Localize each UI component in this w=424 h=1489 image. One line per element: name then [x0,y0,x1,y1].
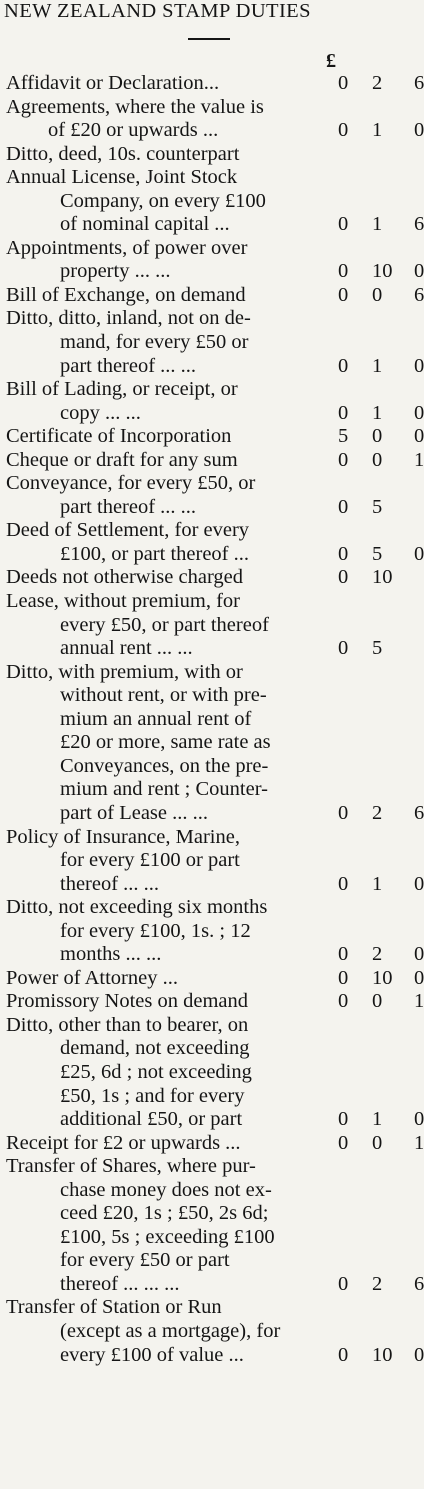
entry-text: copy ... ... [60,401,141,424]
entry-text: additional £50, or part [60,1108,243,1131]
entry-text: £50, 1s ; and for every [60,1084,245,1107]
amount-shillings: 2 [372,1272,383,1295]
entry-text: part of Lease ... ... [60,801,208,824]
entry-text: Ditto, deed, 10s. counterpart [6,142,240,165]
entry-text: every £100 of value ... [60,1343,244,1366]
entry-line [0,1344,424,1368]
entry-text: £100, 5s ; exceeding £100 [60,1225,275,1248]
entry-line [0,755,424,779]
entry-text: for every £100, 1s. ; 12 [60,919,251,942]
entry-line [0,967,424,991]
amount-shillings: 0 [372,448,383,471]
entry-text: property ... ... [60,260,171,283]
amount-pounds: 0 [338,1343,349,1366]
entry-line [0,1132,424,1156]
duty-entry [0,378,424,425]
amount-shillings: 0 [372,990,383,1013]
page-title: NEW ZEALAND STAMP DUTIES [4,0,311,22]
entry-text: for every £50 or part [60,1249,230,1272]
amount-shillings: 1 [372,401,383,424]
entry-line [0,1202,424,1226]
amount-pence: 0 [414,1108,424,1131]
amount-pounds: 0 [338,801,349,824]
amount-pounds: 5 [338,425,349,448]
entry-text: (except as a mortgage), for [60,1319,281,1342]
amount-pence: 0 [414,943,424,966]
duty-entry [0,826,424,897]
entry-line [0,661,424,685]
amount-pence: 1 [414,448,424,471]
amount-shillings: 1 [372,1108,383,1131]
entry-text: mium and rent ; Counter- [60,778,268,801]
entry-line [0,708,424,732]
entry-line [0,778,424,802]
entry-text: Company, on every £100 [60,189,266,212]
entry-text: mand, for every £50 or [60,331,249,354]
entry-line [0,260,424,284]
duty-entry [0,307,424,378]
stamp-duties-list [0,72,424,1367]
duty-entry [0,284,424,308]
amount-pounds: 0 [338,943,349,966]
entry-line [0,802,424,826]
entry-text: Certificate of Incorporation [6,425,232,448]
entry-line [0,119,424,143]
entry-line [0,143,424,167]
amount-pence: 1 [414,1131,424,1154]
entry-line [0,449,424,473]
entry-line [0,920,424,944]
entry-text: without rent, or with pre- [60,684,267,707]
entry-line [0,284,424,308]
amount-pence: 0 [414,966,424,989]
amount-shillings: 1 [372,872,383,895]
amount-pence: 0 [414,119,424,142]
entry-text: thereof ... ... [60,872,160,895]
entry-text: Deeds not otherwise charged [6,566,244,589]
entry-text: demand, not exceeding [60,1037,250,1060]
entry-line [0,1249,424,1273]
entry-text: of £20 or upwards ... [48,119,219,142]
amount-pence: 0 [414,872,424,895]
entry-text: Conveyance, for every £50, or [6,472,256,495]
duty-entry [0,661,424,826]
entry-line [0,213,424,237]
entry-text: Ditto, ditto, inland, not on de- [6,307,251,330]
entry-text: mium an annual rent of [60,707,252,730]
duty-entry [0,449,424,473]
entry-text: £25, 6d ; not exceeding [60,1060,252,1083]
entry-line [0,190,424,214]
entry-line [0,425,424,449]
entry-text: Ditto, with premium, with or [6,660,243,683]
entry-text: Ditto, not exceeding six months [6,896,268,919]
duty-entry [0,896,424,967]
entry-line [0,1296,424,1320]
entry-text: £100, or part thereof ... [60,542,249,565]
amount-pence: 1 [414,990,424,1013]
entry-text: for every £100 or part [60,849,240,872]
amount-shillings: 0 [372,283,383,306]
amount-shillings: 1 [372,354,383,377]
duty-entry [0,237,424,284]
amount-shillings: 2 [372,943,383,966]
entry-line [0,990,424,1014]
entry-text: Appointments, of power over [6,236,248,259]
entry-line [0,355,424,379]
entry-line [0,237,424,261]
entry-text: part thereof ... ... [60,495,197,518]
entry-text: of nominal capital ... [60,213,230,236]
entry-text: Receipt for £2 or upwards ... [6,1131,241,1154]
entry-text: Policy of Insurance, Marine, [6,825,240,848]
amount-pence: 6 [414,213,424,236]
entry-text: thereof ... ... ... [60,1272,180,1295]
duty-entry [0,166,424,237]
entry-text: Bill of Exchange, on demand [6,283,246,306]
entry-text: Promissory Notes on demand [6,990,248,1013]
entry-line [0,1037,424,1061]
amount-pounds: 0 [338,1131,349,1154]
amount-pence: 6 [414,801,424,824]
amount-shillings: 5 [372,542,383,565]
title-divider [188,38,230,40]
duty-entry [0,967,424,991]
entry-line [0,1155,424,1179]
amount-pounds: 0 [338,1272,349,1295]
entry-line [0,166,424,190]
entry-text: Transfer of Station or Run [6,1296,222,1319]
entry-line [0,1085,424,1109]
duty-entry [0,72,424,96]
entry-text: Conveyances, on the pre- [60,754,269,777]
amount-shillings: 10 [372,566,393,589]
entry-line [0,566,424,590]
amount-pence: 6 [414,72,424,94]
entry-text: Bill of Lading, or receipt, or [6,378,238,401]
entry-line [0,896,424,920]
amount-shillings: 5 [372,495,383,518]
entry-text: months ... ... [60,943,162,966]
entry-line [0,496,424,520]
entry-line [0,731,424,755]
entry-line [0,614,424,638]
entry-text: every £50, or part thereof [60,613,269,636]
amount-shillings: 2 [372,801,383,824]
duty-entry [0,566,424,590]
amount-pence: 0 [414,354,424,377]
amount-pounds: 0 [338,566,349,589]
duty-entry [0,425,424,449]
entry-line [0,1179,424,1203]
entry-line [0,637,424,661]
amount-pounds: 0 [338,72,349,94]
amount-pounds: 0 [338,966,349,989]
entry-line [0,543,424,567]
entry-line [0,1014,424,1038]
entry-text: annual rent ... ... [60,637,193,660]
duty-entry [0,1155,424,1296]
amount-pence: 0 [414,260,424,283]
entry-line [0,331,424,355]
amount-pounds: 0 [338,260,349,283]
entry-line [0,307,424,331]
amount-pounds: 0 [338,354,349,377]
entry-text: Lease, without premium, for [6,590,240,613]
entry-text: Power of Attorney ... [6,966,178,989]
duty-entry [0,96,424,143]
duty-entry [0,143,424,167]
duty-entry [0,1296,424,1367]
amount-pence: 0 [414,1343,424,1366]
entry-text: Annual License, Joint Stock [6,166,238,189]
entry-line [0,402,424,426]
duty-entry [0,990,424,1014]
amount-shillings: 0 [372,425,383,448]
amount-pounds: 0 [338,448,349,471]
amount-shillings: 10 [372,966,393,989]
entry-line [0,1061,424,1085]
entry-text: part thereof ... ... [60,354,197,377]
amount-pounds: 0 [338,213,349,236]
entry-text: Agreements, where the value is [6,95,264,118]
entry-line [0,684,424,708]
amount-pence: 0 [414,425,424,448]
entry-text: Transfer of Shares, where pur- [6,1155,256,1178]
entry-line [0,826,424,850]
entry-text: £20 or more, same rate as [60,731,271,754]
entry-text: Ditto, other than to bearer, on [6,1013,249,1036]
entry-text: Affidavit or Declaration... [6,72,220,94]
amount-shillings: 5 [372,637,383,660]
entry-text: ceed £20, 1s ; £50, 2s 6d; [60,1202,269,1225]
duty-entry [0,519,424,566]
duty-entry [0,590,424,661]
entry-line [0,873,424,897]
entry-line [0,1226,424,1250]
amount-pounds: 0 [338,637,349,660]
entry-line [0,590,424,614]
amount-shillings: 2 [372,72,383,94]
amount-shillings: 10 [372,1343,393,1366]
entry-line [0,472,424,496]
entry-line [0,1273,424,1297]
amount-pence: 0 [414,401,424,424]
amount-pounds: 0 [338,283,349,306]
entry-line [0,849,424,873]
amount-pounds: 0 [338,872,349,895]
duty-entry [0,1132,424,1156]
amount-shillings: 1 [372,119,383,142]
entry-text: chase money does not ex- [60,1178,272,1201]
entry-line [0,96,424,120]
amount-pence: 6 [414,283,424,306]
entry-line [0,72,424,96]
entry-line [0,1108,424,1132]
duty-entry [0,472,424,519]
duty-entry [0,1014,424,1132]
entry-text: Cheque or draft for any sum [6,448,238,471]
amount-pounds: 0 [338,990,349,1013]
amount-pounds: 0 [338,495,349,518]
amount-pounds: 0 [338,119,349,142]
entry-line [0,378,424,402]
entry-line [0,943,424,967]
entry-line [0,519,424,543]
amount-shillings: 10 [372,260,393,283]
currency-header: £ [326,50,336,72]
entry-text: Deed of Settlement, for every [6,519,250,542]
amount-pounds: 0 [338,1108,349,1131]
amount-pounds: 0 [338,401,349,424]
amount-pounds: 0 [338,542,349,565]
amount-pence: 0 [414,542,424,565]
amount-shillings: 0 [372,1131,383,1154]
entry-line [0,1320,424,1344]
amount-pence: 6 [414,1272,424,1295]
amount-shillings: 1 [372,213,383,236]
